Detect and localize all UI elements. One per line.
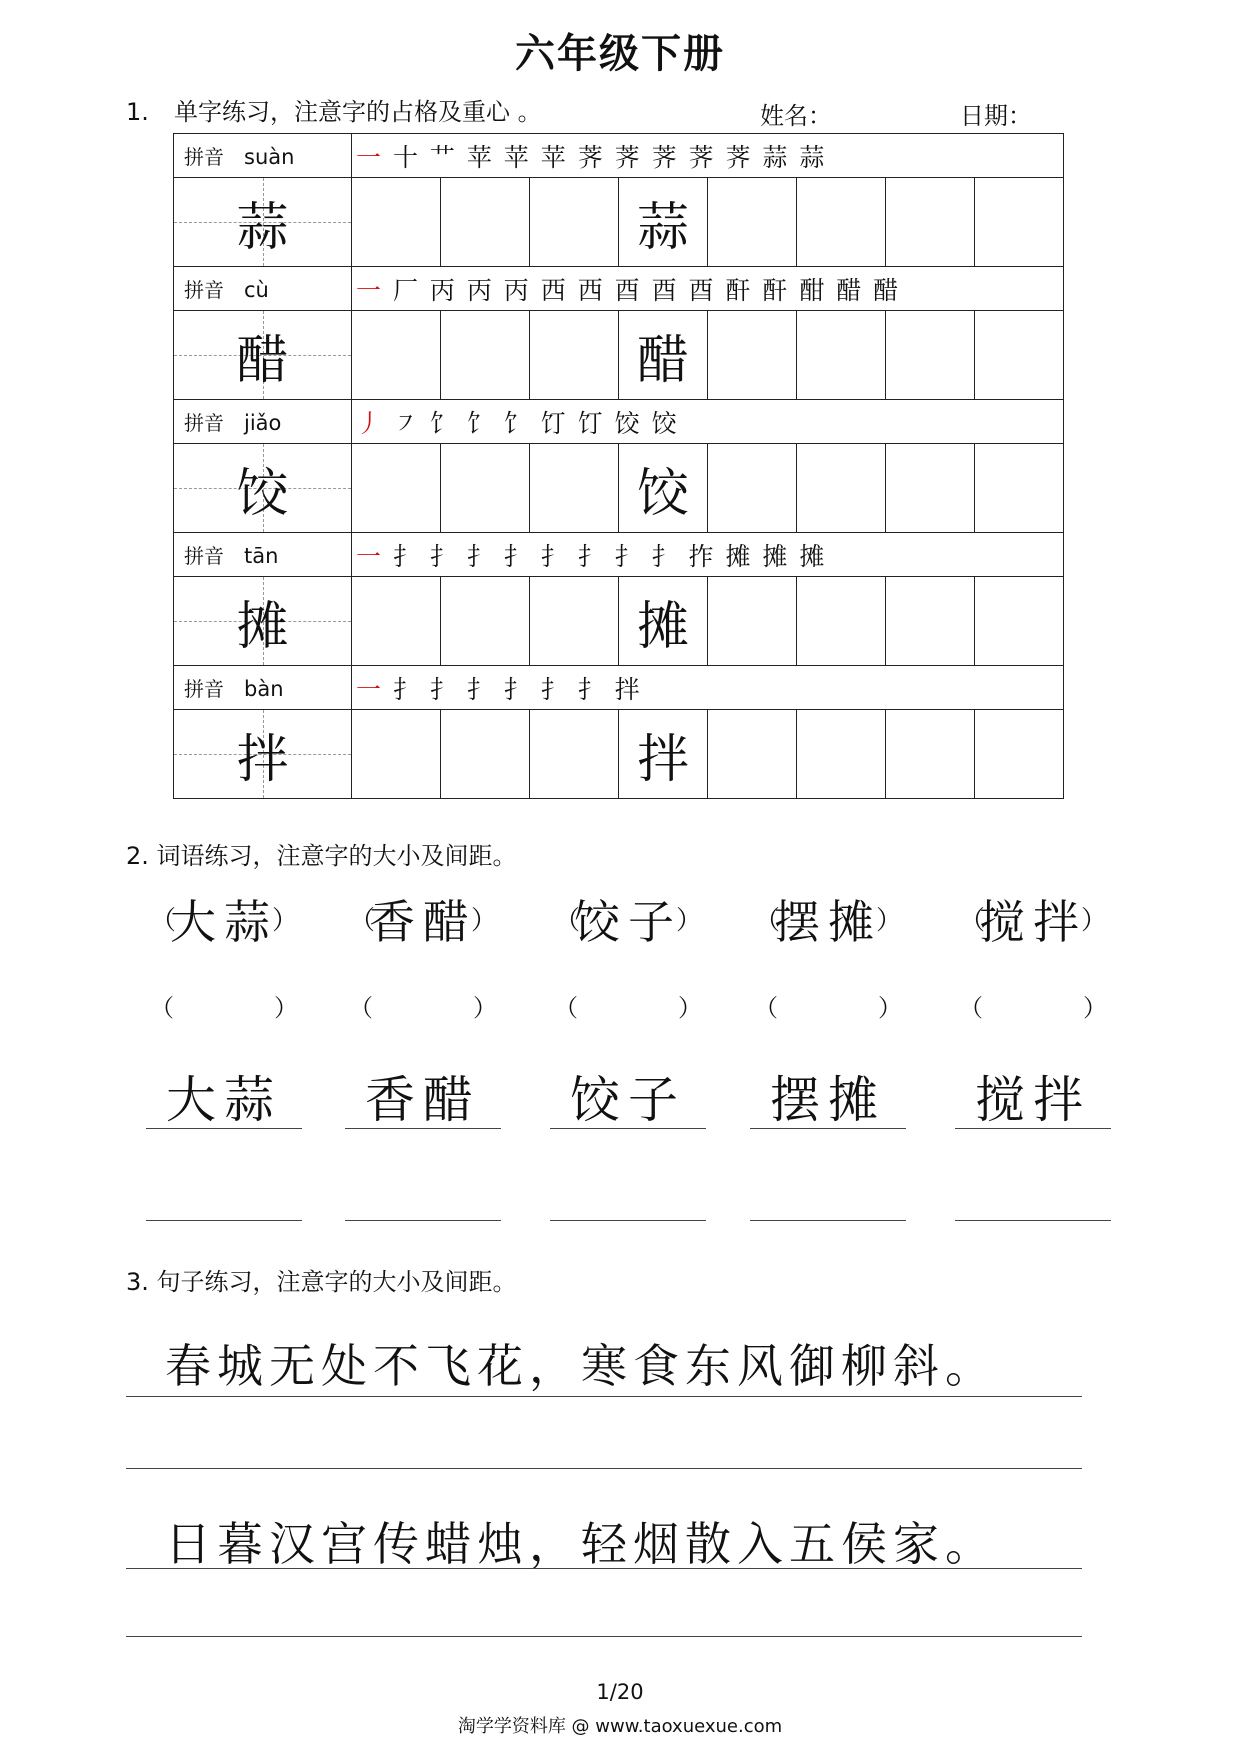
practice-cell[interactable] xyxy=(352,444,441,533)
trace-cell xyxy=(619,577,708,666)
write-line[interactable] xyxy=(146,1220,302,1221)
practice-cell[interactable] xyxy=(530,178,619,267)
word-with-paren xyxy=(750,886,906,949)
character-row xyxy=(174,710,1064,799)
pinyin-cell xyxy=(174,267,352,311)
paren-open: （ xyxy=(754,906,781,936)
practice-cell[interactable] xyxy=(886,444,975,533)
stroke-order xyxy=(352,134,1064,178)
model-character: 醋 xyxy=(236,330,289,391)
paren-close: ） xyxy=(274,994,298,1022)
sentence-trace-line xyxy=(126,1396,1082,1397)
paren-close: ） xyxy=(678,994,702,1022)
paren-open: （ xyxy=(754,994,778,1022)
sentence-text: 春城无处不飞花，寒食东风御柳斜。 xyxy=(165,1339,997,1393)
page-number: 1/20 xyxy=(596,1680,644,1704)
pinyin-label: 拼音 xyxy=(184,411,224,435)
model-character: 摊 xyxy=(236,596,289,657)
stroke-sequence: 十 艹 苹 苹 苹 荠 荠 荠 荠 荠 蒜 蒜 xyxy=(392,142,827,172)
sentence-text: 日暮汉宫传蜡烛，轻烟散入五侯家。 xyxy=(165,1517,997,1571)
practice-cell[interactable] xyxy=(886,577,975,666)
practice-cell[interactable] xyxy=(441,710,530,799)
practice-cell[interactable] xyxy=(708,444,797,533)
pinyin-cell xyxy=(174,533,352,577)
paren-close: ） xyxy=(675,906,702,936)
character-row xyxy=(174,311,1064,400)
practice-cell[interactable] xyxy=(708,577,797,666)
paren-close: ） xyxy=(875,906,902,936)
trace-cell xyxy=(619,444,708,533)
character-row xyxy=(174,577,1064,666)
practice-cell[interactable] xyxy=(352,311,441,400)
pinyin-row xyxy=(174,533,1064,577)
pinyin-blank[interactable] xyxy=(955,988,1111,1022)
stroke-lead: 一 xyxy=(356,275,384,305)
word-text: 香醋 xyxy=(369,895,477,949)
practice-cell[interactable] xyxy=(530,444,619,533)
paren-open: （ xyxy=(349,906,376,936)
trace-word: 大蒜 xyxy=(166,1071,282,1129)
practice-cell[interactable] xyxy=(797,444,886,533)
trace-cell xyxy=(619,311,708,400)
trace-character: 摊 xyxy=(636,596,689,657)
character-row xyxy=(174,178,1064,267)
trace-word: 饺子 xyxy=(570,1071,686,1129)
pinyin-blank[interactable] xyxy=(550,988,706,1022)
practice-cell[interactable] xyxy=(708,178,797,267)
model-character: 蒜 xyxy=(236,197,289,258)
model-cell xyxy=(174,577,352,666)
pinyin-blank[interactable] xyxy=(750,988,906,1022)
model-cell xyxy=(174,710,352,799)
practice-cell[interactable] xyxy=(441,311,530,400)
stroke-sequence: 厂 丙 丙 丙 西 西 酉 酉 酉 酐 酐 酣 醋 醋 xyxy=(392,275,901,305)
pinyin-text: jiǎo xyxy=(244,411,282,435)
word-text: 摆摊 xyxy=(774,895,882,949)
write-line[interactable] xyxy=(345,1220,501,1221)
word-with-paren xyxy=(550,886,706,949)
date-label: 日期： xyxy=(960,102,1032,130)
trace-cell xyxy=(619,178,708,267)
practice-cell[interactable] xyxy=(708,710,797,799)
trace-underline xyxy=(550,1128,706,1129)
practice-cell[interactable] xyxy=(441,577,530,666)
sentence-trace-line xyxy=(126,1568,1082,1569)
paren-open: （ xyxy=(959,994,983,1022)
model-cell xyxy=(174,444,352,533)
section1-heading-text: 单字练习，注意字的占格及重心 。 xyxy=(174,98,542,126)
trace-underline xyxy=(345,1128,501,1129)
paren-close: ） xyxy=(473,994,497,1022)
character-row xyxy=(174,444,1064,533)
pinyin-text: tān xyxy=(244,544,279,568)
footer-credit: 淘学学资料库 @ www.taoxuexue.com xyxy=(457,1716,783,1737)
model-character: 饺 xyxy=(236,463,289,524)
practice-cell[interactable] xyxy=(441,444,530,533)
word-with-paren xyxy=(955,886,1111,949)
section1-number: 1. xyxy=(126,98,149,126)
practice-cell[interactable] xyxy=(797,577,886,666)
paren-open: （ xyxy=(349,994,373,1022)
section2-heading: 2. 词语练习，注意字的大小及间距。 xyxy=(126,842,517,870)
practice-cell[interactable] xyxy=(797,311,886,400)
pinyin-cell xyxy=(174,400,352,444)
character-practice-grid xyxy=(173,133,1064,799)
practice-cell[interactable] xyxy=(530,311,619,400)
practice-cell[interactable] xyxy=(352,710,441,799)
trace-underline xyxy=(955,1128,1111,1129)
pinyin-row xyxy=(174,267,1064,311)
sentence-write-line[interactable] xyxy=(126,1468,1082,1469)
practice-cell[interactable] xyxy=(975,311,1064,400)
trace-underline xyxy=(750,1128,906,1129)
stroke-order xyxy=(352,666,1064,710)
paren-open: （ xyxy=(554,906,581,936)
stroke-sequence: 扌 扌 扌 扌 扌 扌 拌 xyxy=(392,674,642,704)
paren-close: ） xyxy=(1083,994,1107,1022)
paren-close: ） xyxy=(878,994,902,1022)
paren-open: （ xyxy=(150,906,177,936)
word-text: 饺子 xyxy=(574,895,682,949)
write-line[interactable] xyxy=(955,1220,1111,1221)
stroke-lead: 一 xyxy=(356,541,384,571)
paren-open: （ xyxy=(959,906,986,936)
trace-underline xyxy=(146,1128,302,1129)
trace-character: 蒜 xyxy=(636,197,689,258)
pinyin-cell xyxy=(174,666,352,710)
paren-close: ） xyxy=(271,906,298,936)
name-label: 姓名： xyxy=(760,102,832,130)
stroke-sequence: 扌 扌 扌 扌 扌 扌 扌 扌 拃 摊 摊 摊 xyxy=(392,541,827,571)
stroke-order xyxy=(352,400,1064,444)
paren-close: ） xyxy=(470,906,497,936)
practice-cell[interactable] xyxy=(975,178,1064,267)
stroke-lead: 一 xyxy=(356,674,384,704)
word-with-paren xyxy=(146,886,302,949)
pinyin-row xyxy=(174,400,1064,444)
trace-word: 摆摊 xyxy=(770,1071,886,1129)
practice-cell[interactable] xyxy=(975,710,1064,799)
stroke-lead: 丿 xyxy=(356,408,384,438)
sentence-write-line[interactable] xyxy=(126,1636,1082,1637)
section3-heading: 3. 句子练习，注意字的大小及间距。 xyxy=(126,1268,517,1296)
practice-cell[interactable] xyxy=(441,178,530,267)
word-text: 搅拌 xyxy=(979,895,1087,949)
word-text: 大蒜 xyxy=(170,895,278,949)
paren-open: （ xyxy=(554,994,578,1022)
trace-character: 醋 xyxy=(636,330,689,391)
practice-cell[interactable] xyxy=(797,178,886,267)
trace-cell xyxy=(619,710,708,799)
practice-cell[interactable] xyxy=(708,311,797,400)
model-cell xyxy=(174,311,352,400)
pinyin-text: suàn xyxy=(244,145,295,169)
pinyin-text: cù xyxy=(244,278,269,302)
pinyin-text: bàn xyxy=(244,677,284,701)
pinyin-label: 拼音 xyxy=(184,544,224,568)
stroke-order xyxy=(352,533,1064,577)
practice-cell[interactable] xyxy=(530,577,619,666)
section1-heading xyxy=(126,92,542,127)
practice-cell[interactable] xyxy=(886,178,975,267)
pinyin-label: 拼音 xyxy=(184,145,224,169)
practice-cell[interactable] xyxy=(797,710,886,799)
practice-cell[interactable] xyxy=(975,577,1064,666)
stroke-order xyxy=(352,267,1064,311)
practice-cell[interactable] xyxy=(352,577,441,666)
paren-close: ） xyxy=(1080,906,1107,936)
model-character: 拌 xyxy=(236,729,289,790)
pinyin-row xyxy=(174,134,1064,178)
word-with-paren xyxy=(345,886,501,949)
pinyin-label: 拼音 xyxy=(184,278,224,302)
practice-cell[interactable] xyxy=(975,444,1064,533)
practice-cell[interactable] xyxy=(886,710,975,799)
practice-cell[interactable] xyxy=(530,710,619,799)
pinyin-label: 拼音 xyxy=(184,677,224,701)
stroke-lead: 一 xyxy=(356,142,384,172)
write-line[interactable] xyxy=(750,1220,906,1221)
trace-character: 饺 xyxy=(636,463,689,524)
trace-character: 拌 xyxy=(636,729,689,790)
paren-open: （ xyxy=(150,994,174,1022)
pinyin-cell xyxy=(174,134,352,178)
page-title: 六年级下册 xyxy=(515,31,725,77)
trace-word: 香醋 xyxy=(365,1071,481,1129)
write-line[interactable] xyxy=(550,1220,706,1221)
practice-cell[interactable] xyxy=(886,311,975,400)
stroke-sequence: ㇇ 饣 饣 饣 饤 饤 饺 饺 xyxy=(392,408,679,438)
trace-word: 搅拌 xyxy=(975,1071,1091,1129)
pinyin-blank[interactable] xyxy=(345,988,501,1022)
practice-cell[interactable] xyxy=(352,178,441,267)
pinyin-blank[interactable] xyxy=(146,988,302,1022)
model-cell xyxy=(174,178,352,267)
pinyin-row xyxy=(174,666,1064,710)
